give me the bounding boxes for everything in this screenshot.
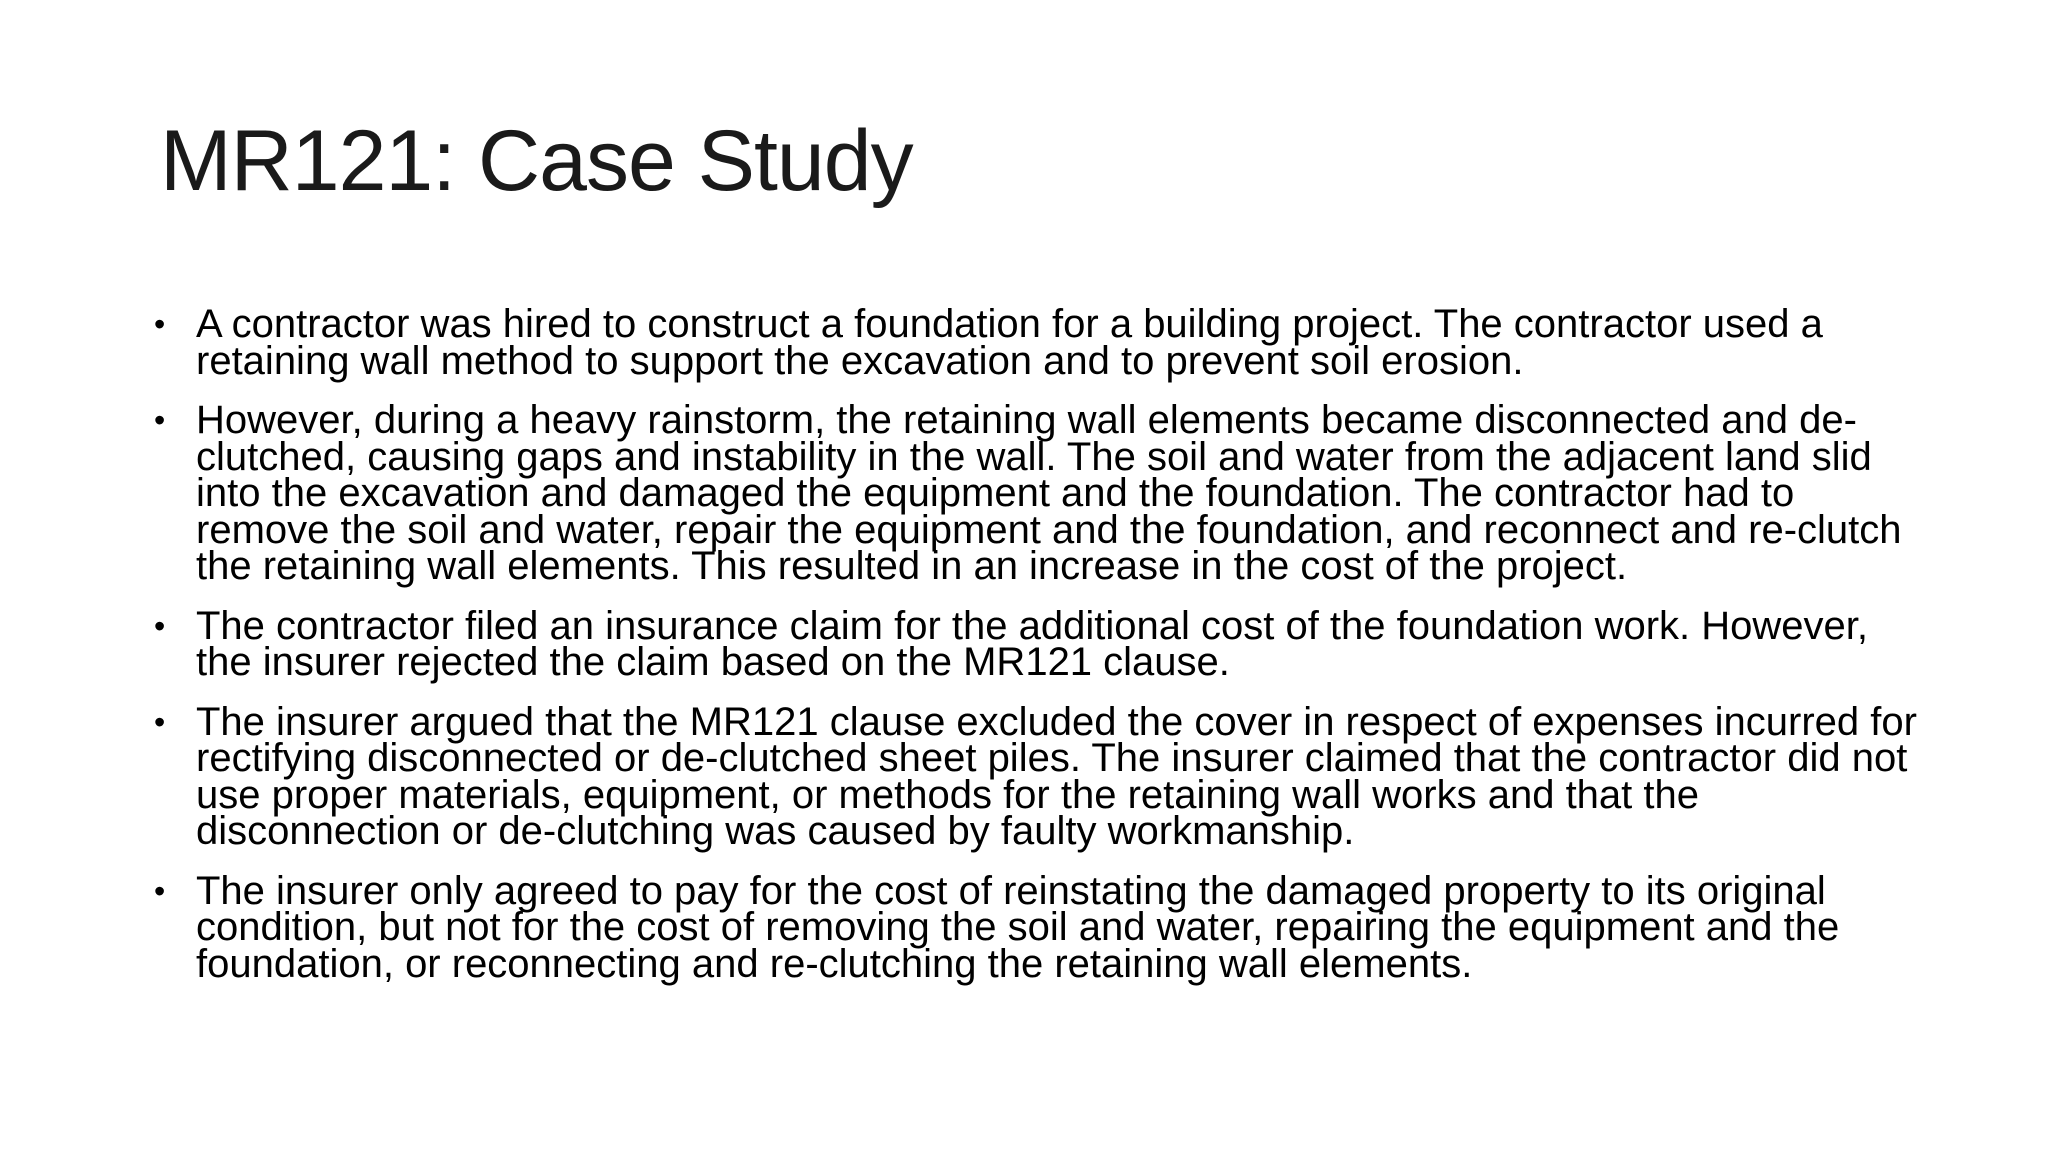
bullet-marker: •: [154, 402, 166, 438]
bullet-item: [154, 302, 1934, 383]
bullet-item: [154, 398, 1934, 588]
bullet-item: [154, 603, 1934, 684]
bullet-text: The contractor filed an insurance claim for the additional cost of the foundation work. However, the insurer rejected the claim based on the MR121 clause.: [196, 603, 1869, 684]
bullet-text: The insurer only agreed to pay for the cost of reinstating the damaged property to its original condition, but not for the cost of removing the soil and water, repairing the equipment and the foundation, or reconnecting and re-clutching the retaining wall elements.: [196, 868, 1840, 986]
bullet-marker: •: [154, 872, 166, 909]
bullet-text: The insurer argued that the MR121 clause excluded the cover in respect of expenses incurred for rectifying disconnected or de-clutched sheet piles. The insurer claimed that the contractor did not use proper materials, equipment, or methods for the retaining wall works and that the disconnection or de-clutching was caused by faulty workmanship.: [196, 699, 1917, 853]
bullet-text: However, during a heavy rainstorm, the retaining wall elements became disconnected and de-clutched, causing gaps and instability in the wall. The soil and water from the adjacent land slid into the excavation and damaged the equipment and the foundation. The contractor had to remove the soil and water, repair the equipment and the foundation, and reconnect and re-clutch the retaining wall elements. This resulted in an increase in the cost of the project.: [196, 398, 1902, 588]
bullet-item: [154, 868, 1934, 986]
bullet-marker: •: [154, 703, 166, 740]
bullet-list: [154, 302, 1934, 1005]
slide-title: MR121: Case Study: [160, 113, 913, 209]
bullet-text: A contractor was hired to construct a foundation for a building project. The contractor used a retaining wall method to support the excavation and to prevent soil erosion.: [196, 302, 1823, 383]
bullet-item: [154, 699, 1934, 853]
bullet-marker: •: [154, 306, 166, 342]
bullet-marker: •: [154, 607, 166, 644]
